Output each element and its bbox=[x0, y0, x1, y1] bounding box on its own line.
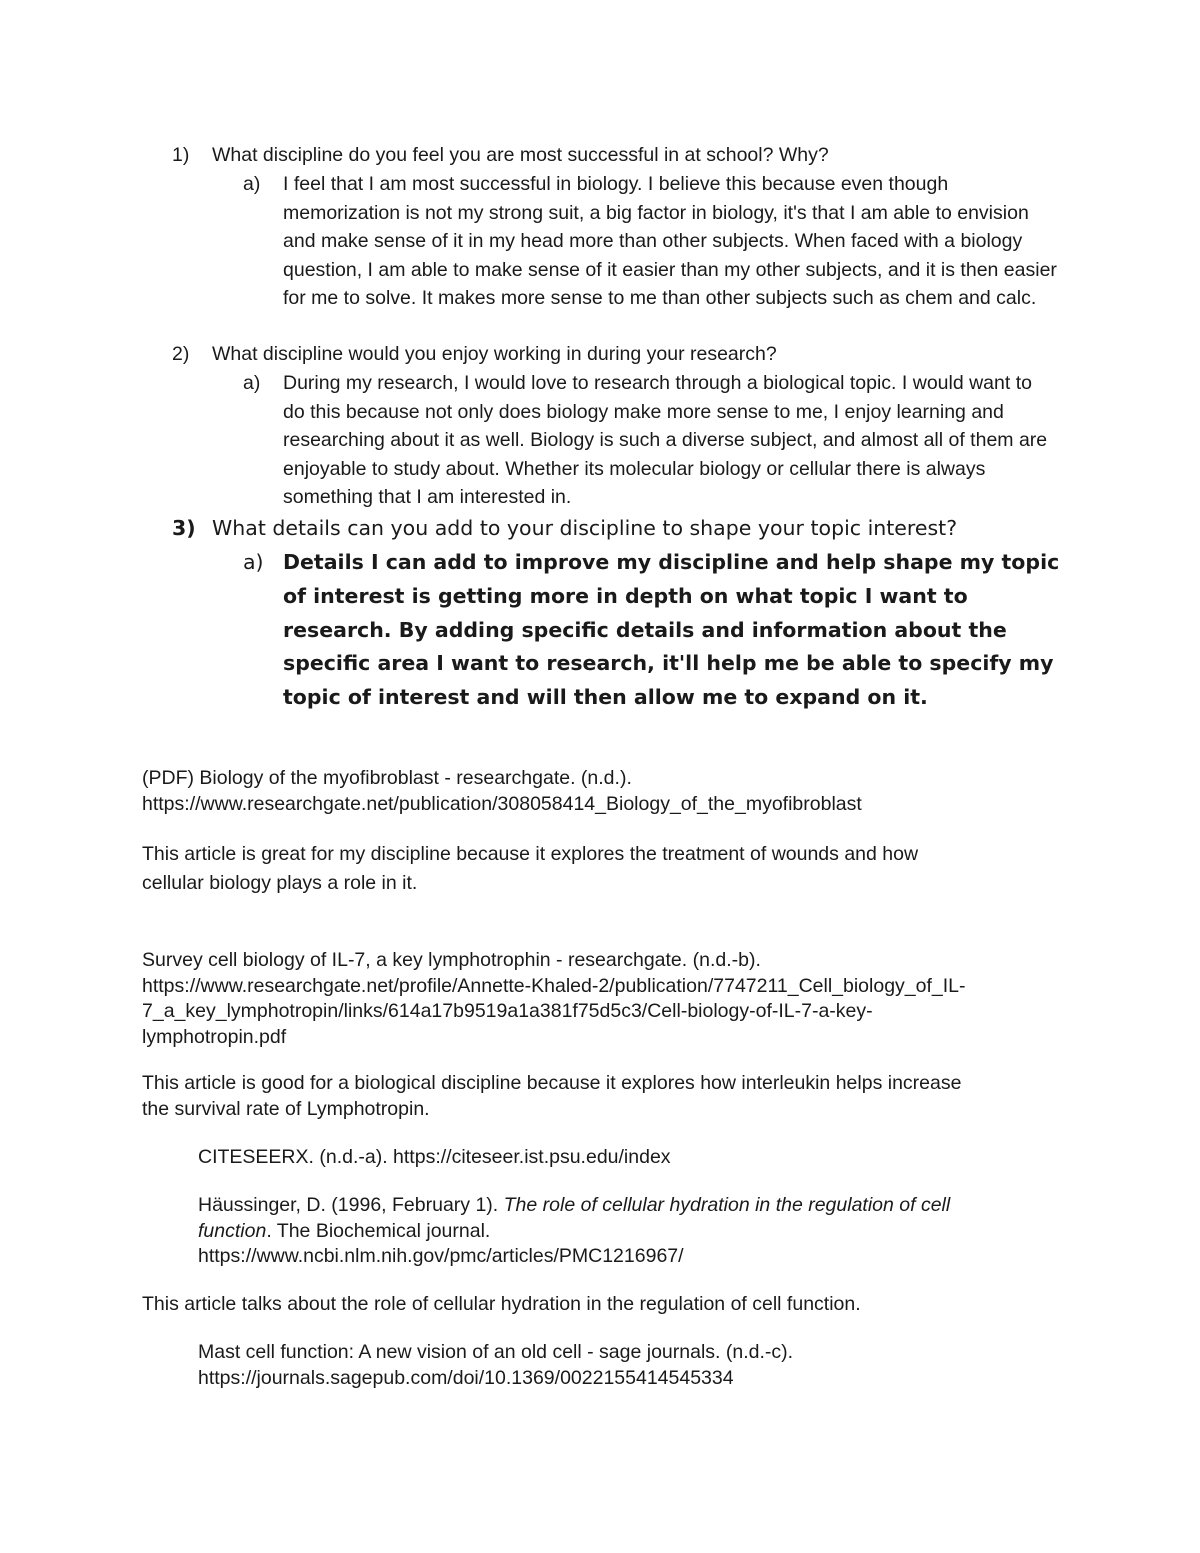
reference-url: 7_a_key_lymphotropin/links/614a17b9519a1a381f75d5c3/Cell-biology-of-IL-7-a-key- bbox=[142, 1000, 873, 1022]
question-text: What details can you add to your discipline to shape your topic interest? bbox=[212, 516, 958, 540]
reference-title: (PDF) Biology of the myofibroblast - researchgate. (n.d.). bbox=[142, 767, 632, 789]
reference-text: CITESEERX. (n.d.-a). https://citeseer.ist.psu.edu/index bbox=[198, 1146, 671, 1168]
reference-title: Survey cell biology of IL-7, a key lymphotrophin - researchgate. (n.d.-b). bbox=[142, 949, 761, 971]
reference-5 bbox=[198, 1340, 1058, 1391]
answer-2 bbox=[243, 369, 1048, 512]
reference-4 bbox=[198, 1193, 1058, 1270]
answer-text: During my research, I would love to research through a biological topic. I would want to do this because not only does biology make more sense to me, I enjoy learning and researching about it as well. Biology is such a diverse subject, and almost all of them are enjoyable to study about. Whether its molecular biology or cellular there is always something that I am interested in. bbox=[283, 372, 1048, 509]
answer-letter: a) bbox=[243, 173, 261, 195]
note-line: cellular biology plays a role in it. bbox=[142, 871, 418, 894]
answer-1 bbox=[243, 170, 1057, 313]
reference-3 bbox=[198, 1145, 1058, 1171]
question-number: 2) bbox=[172, 343, 190, 365]
question-text: What discipline do you feel you are most successful in at school? Why? bbox=[212, 144, 829, 166]
reference-url: https://www.researchgate.net/publication/308058414_Biology_of_the_myofibroblast bbox=[142, 792, 862, 815]
question-number: 1) bbox=[172, 144, 190, 166]
reference-url: https://journals.sagepub.com/doi/10.1369/0022155414545334 bbox=[198, 1366, 734, 1389]
reference-url: https://www.researchgate.net/profile/Annette-Khaled-2/publication/7747211_Cell_biology_of_IL- bbox=[142, 974, 966, 997]
reference-article-title: The role of cellular hydration in the regulation of cell bbox=[503, 1194, 951, 1216]
note-line: the survival rate of Lymphotropin. bbox=[142, 1097, 430, 1120]
reference-2-note bbox=[142, 1071, 1057, 1122]
answer-letter: a) bbox=[243, 550, 264, 574]
reference-journal: . The Biochemical journal. bbox=[266, 1219, 491, 1242]
answer-letter: a) bbox=[243, 372, 261, 394]
reference-1-note bbox=[142, 840, 1057, 897]
reference-2 bbox=[142, 948, 1057, 1050]
reference-author: Häussinger, D. (1996, February 1). bbox=[198, 1194, 504, 1216]
reference-1 bbox=[142, 766, 1057, 817]
reference-url: lymphotropin.pdf bbox=[142, 1025, 287, 1048]
answer-3 bbox=[243, 546, 1060, 715]
answer-text: I feel that I am most successful in biology. I believe this because even though memorization is not my strong suit, a big factor in biology, it's that I am able to envision and make sense of it in my head more than other subjects. When faced with a biology question, I am able to make sense of it easier than my other subjects, and it is then easier for me to solve. It makes more sense to me than other subjects such as chem and calc. bbox=[283, 173, 1057, 310]
reference-line bbox=[198, 1219, 1058, 1245]
question-text: What discipline would you enjoy working in during your research? bbox=[212, 343, 777, 365]
note-line: This article is great for my discipline because it explores the treatment of wounds and how bbox=[142, 843, 919, 865]
reference-article-title: function bbox=[198, 1219, 267, 1242]
reference-title: Mast cell function: A new vision of an old cell - sage journals. (n.d.-c). bbox=[198, 1341, 794, 1363]
answer-text: Details I can add to improve my discipline and help shape my topic of interest is getting more in depth on what topic I want to research. By adding specific details and information about the specific area I want to research, it'll help me be able to specify my topic of interest and will then allow me to expand on it. bbox=[283, 550, 1060, 710]
reference-4-note bbox=[142, 1292, 1057, 1318]
question-number: 3) bbox=[172, 516, 196, 540]
reference-url: https://www.ncbi.nlm.nih.gov/pmc/articles/PMC1216967/ bbox=[198, 1245, 684, 1267]
reference-line bbox=[198, 1193, 1058, 1219]
note-line: This article is good for a biological discipline because it explores how interleukin helps increase bbox=[142, 1072, 962, 1094]
note-line: This article talks about the role of cellular hydration in the regulation of cell function. bbox=[142, 1293, 861, 1315]
